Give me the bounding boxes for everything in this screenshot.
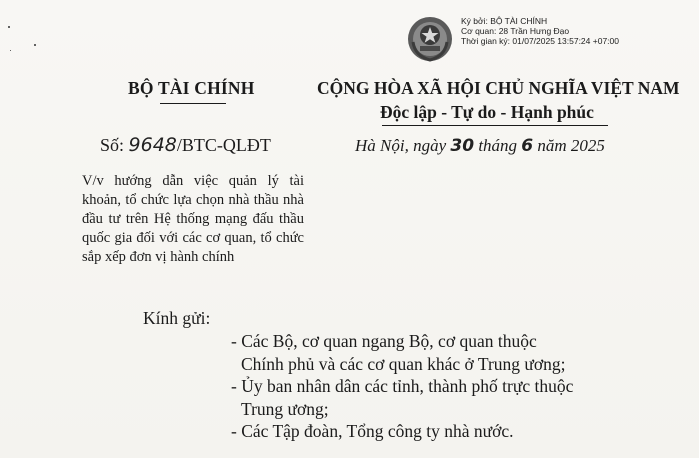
national-emblem-icon (405, 14, 455, 64)
scan-speck (10, 50, 11, 51)
document-number (100, 134, 271, 156)
date-day: 30 (450, 136, 475, 156)
subject-summary: V/v hướng dẫn việc quản lý tài khoản, tổ chức lựa chọn nhà thầu nhà đầu tư trên Hệ thống mạng đấu thầu quốc gia đối với các cơ quan, tổ chức sắp xếp đơn vị hành chính (82, 173, 304, 265)
ministry-underline (160, 103, 226, 104)
date-year: năm 2025 (533, 136, 605, 155)
national-motto: Độc lập - Tự do - Hạnh phúc (380, 102, 594, 122)
recipient-line: - Các Bộ, cơ quan ngang Bộ, cơ quan thuộc (231, 331, 537, 351)
signature-signer: Ký bởi: BỘ TÀI CHÍNH (461, 16, 548, 26)
document-number-suffix: /BTC-QLĐT (176, 135, 271, 155)
national-title: CỘNG HÒA XÃ HỘI CHỦ NGHĨA VIỆT NAM (317, 78, 680, 98)
signature-time: Thời gian ký: 01/07/2025 13:57:24 +07:00 (461, 36, 619, 46)
recipient-line: - Ủy ban nhân dân các tỉnh, thành phố trực thuộc (231, 376, 574, 396)
recipient-line: - Các Tập đoàn, Tổng công ty nhà nước. (231, 421, 514, 441)
document-number-prefix: Số: (100, 135, 129, 155)
scan-speck (34, 44, 36, 46)
recipient-line: Chính phủ và các cơ quan khác ở Trung ương; (241, 353, 566, 374)
greeting: Kính gửi: (143, 308, 211, 328)
issue-date (355, 136, 605, 156)
scan-speck (8, 26, 10, 28)
recipient-list (231, 330, 573, 443)
date-month-word: tháng (474, 136, 522, 155)
recipient-line: Trung ương; (241, 398, 329, 419)
digital-signature-block (405, 14, 665, 58)
ministry-name: BỘ TÀI CHÍNH (128, 78, 255, 98)
date-month: 6 (521, 136, 534, 156)
date-prefix: Hà Nội, ngày (355, 136, 451, 155)
document-number-handwritten: 9648 (128, 134, 177, 156)
signature-agency: Cơ quan: 28 Trần Hưng Đạo (461, 26, 570, 36)
motto-underline (382, 125, 608, 126)
